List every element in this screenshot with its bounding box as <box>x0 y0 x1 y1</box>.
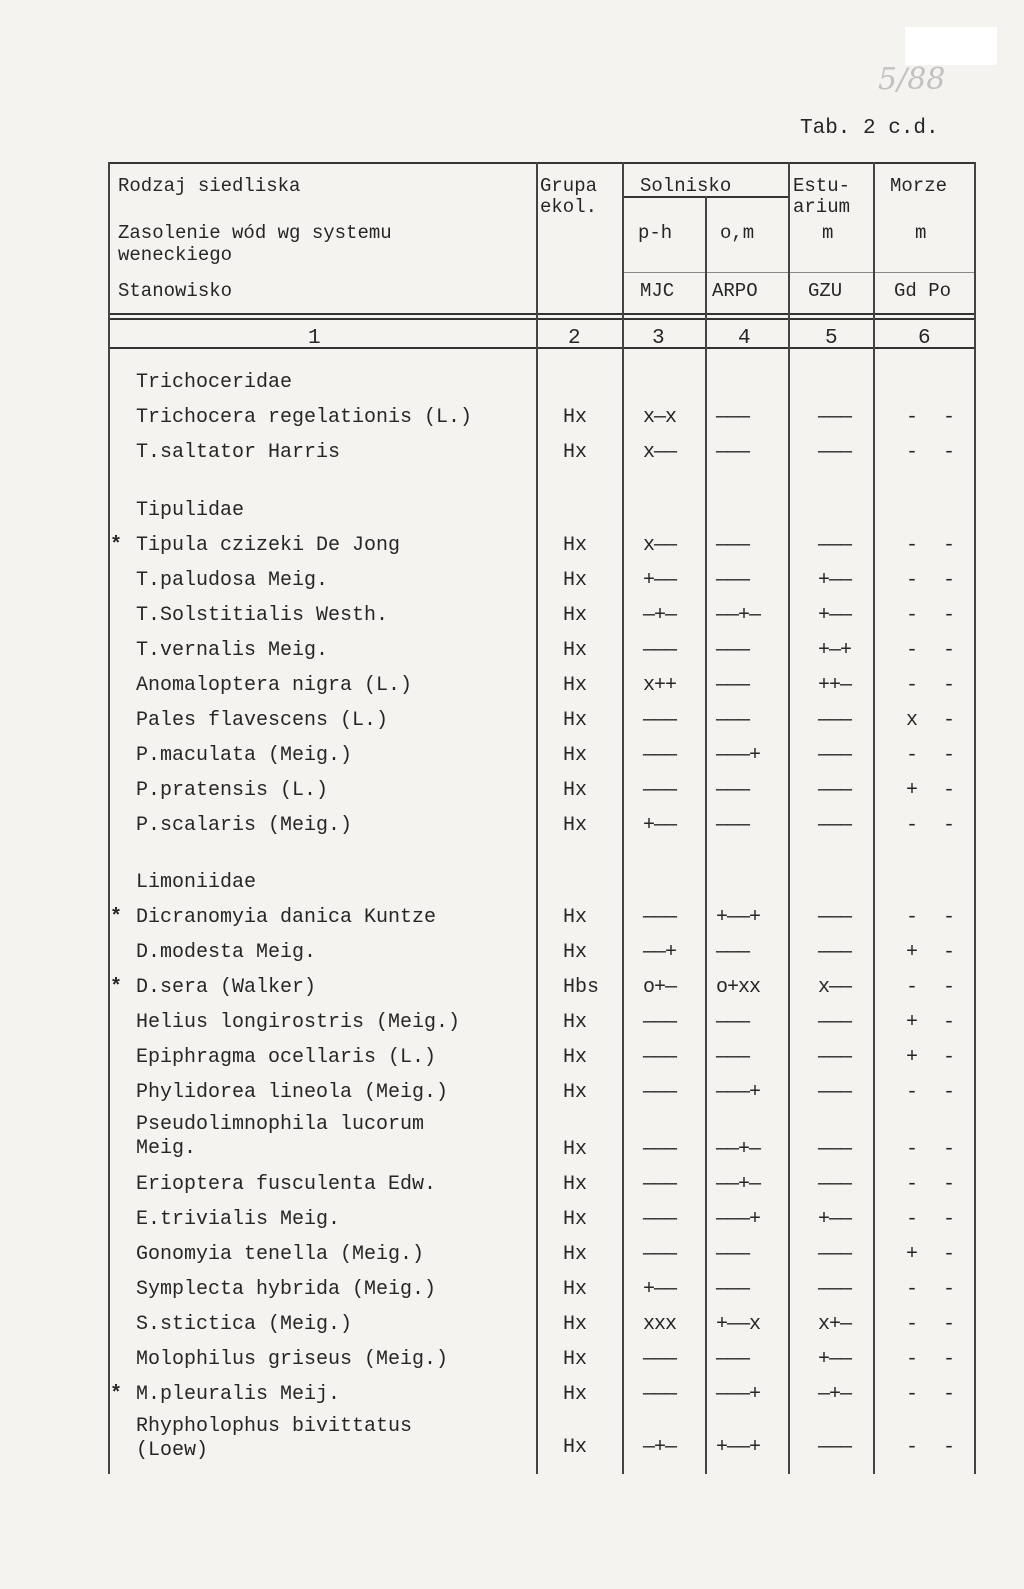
morze-gd-value: + <box>906 779 919 802</box>
estuarium-value: —+— <box>818 1383 852 1406</box>
table-row <box>0 1238 1024 1273</box>
solnisko-om-value: ——— <box>716 709 750 732</box>
redaction-box <box>905 27 997 65</box>
morze-po-value: - <box>943 1138 956 1161</box>
table-row <box>0 599 1024 634</box>
estuarium-value: ——— <box>818 1081 852 1104</box>
header-morze-m: m <box>915 222 927 244</box>
solnisko-ph-value: ——— <box>643 1208 677 1231</box>
solnisko-ph-value: ——— <box>643 1046 677 1069</box>
species-name: Molophilus griseus (Meig.) <box>136 1348 449 1371</box>
table-row <box>0 971 1024 1006</box>
morze-po-value: - <box>943 941 956 964</box>
novelty-mark: * <box>110 906 123 929</box>
solnisko-om-value: +——+ <box>716 1436 761 1459</box>
solnisko-om-value: ——— <box>716 569 750 592</box>
estuarium-value: ——— <box>818 1278 852 1301</box>
column-number-5: 5 <box>825 327 838 350</box>
morze-gd-value: + <box>906 1011 919 1034</box>
morze-po-value: - <box>943 1383 956 1406</box>
species-name: Epiphragma ocellaris (L.) <box>136 1046 437 1069</box>
solnisko-ph-value: ——— <box>643 906 677 929</box>
solnisko-om-value: ——— <box>716 814 750 837</box>
species-name: Pseudolimnophila lucorum <box>136 1113 425 1136</box>
morze-po-value: - <box>943 709 956 732</box>
eco-group: Hx <box>563 814 588 837</box>
column-number-1: 1 <box>308 327 321 350</box>
solnisko-om-value: ———+ <box>716 1383 761 1406</box>
solnisko-om-value: ——— <box>716 1011 750 1034</box>
estuarium-value: ——— <box>818 1436 852 1459</box>
header-solnisko-ph: p-h <box>638 222 673 244</box>
table-row <box>0 1308 1024 1343</box>
solnisko-om-value: ——+— <box>716 604 761 627</box>
species-name: Trichocera regelationis (L.) <box>136 406 473 429</box>
table-row <box>0 1343 1024 1378</box>
solnisko-ph-value: +—— <box>643 569 677 592</box>
table-row <box>0 704 1024 739</box>
species-name: Pales flavescens (L.) <box>136 709 389 732</box>
solnisko-ph-value: —+— <box>643 1436 677 1459</box>
solnisko-ph-value: x—— <box>643 441 677 464</box>
solnisko-ph-value: ——— <box>643 1081 677 1104</box>
header-estuarium-2: arium <box>793 196 851 218</box>
header-salinity: Zasolenie wód wg systemu <box>118 222 392 244</box>
column-number-4: 4 <box>738 327 751 350</box>
novelty-mark: * <box>110 534 123 557</box>
eco-group: Hx <box>563 534 588 557</box>
morze-gd-value: - <box>906 814 919 837</box>
table-row <box>0 1378 1024 1413</box>
solnisko-om-value: ——— <box>716 534 750 557</box>
species-name-cont: Meig. <box>136 1137 197 1160</box>
column-number-2: 2 <box>568 327 581 350</box>
morze-gd-value: - <box>906 1383 919 1406</box>
table-row <box>0 401 1024 436</box>
morze-gd-value: - <box>906 534 919 557</box>
solnisko-om-value: ——— <box>716 779 750 802</box>
table-row <box>0 1111 1024 1165</box>
table-row <box>0 1413 1024 1467</box>
morze-gd-value: + <box>906 941 919 964</box>
solnisko-ph-value: xxx <box>643 1313 677 1336</box>
novelty-mark: * <box>110 976 123 999</box>
solnisko-om-value: ——— <box>716 1278 750 1301</box>
table-row <box>0 1076 1024 1111</box>
species-name: T.saltator Harris <box>136 441 341 464</box>
morze-po-value: - <box>943 1278 956 1301</box>
family-heading: Tipulidae <box>136 499 245 522</box>
table-row <box>0 1203 1024 1238</box>
estuarium-value: ——— <box>818 1011 852 1034</box>
station-divider <box>622 272 976 273</box>
species-name: Rhypholophus bivittatus <box>136 1415 413 1438</box>
solnisko-ph-value: ——— <box>643 779 677 802</box>
morze-po-value: - <box>943 1208 956 1231</box>
morze-po-value: - <box>943 1313 956 1336</box>
eco-group: Hx <box>563 1348 588 1371</box>
header-rule-2 <box>108 318 976 320</box>
estuarium-value: +—— <box>818 1348 852 1371</box>
solnisko-ph-value: ——+ <box>643 941 677 964</box>
morze-gd-value: - <box>906 744 919 767</box>
table-row <box>0 634 1024 669</box>
morze-po-value: - <box>943 1243 956 1266</box>
estuarium-value: ——— <box>818 1046 852 1069</box>
morze-gd-value: + <box>906 1243 919 1266</box>
estuarium-value: ——— <box>818 1173 852 1196</box>
table-top-rule <box>108 162 976 164</box>
estuarium-value: ——— <box>818 1138 852 1161</box>
eco-group: Hx <box>563 1081 588 1104</box>
morze-gd-value: - <box>906 1208 919 1231</box>
estuarium-value: +—— <box>818 569 852 592</box>
morze-po-value: - <box>943 1348 956 1371</box>
header-eco-group-2: ekol. <box>540 196 598 218</box>
solnisko-om-value: ——+— <box>716 1138 761 1161</box>
table-row <box>0 936 1024 971</box>
morze-gd-value: - <box>906 906 919 929</box>
estuarium-value: ——— <box>818 1243 852 1266</box>
eco-group: Hx <box>563 941 588 964</box>
solnisko-om-value: ——— <box>716 1348 750 1371</box>
species-name: Anomaloptera nigra (L.) <box>136 674 413 697</box>
table-row <box>0 809 1024 844</box>
estuarium-value: ——— <box>818 534 852 557</box>
header-solnisko: Solnisko <box>640 175 732 197</box>
species-name: T.Solstitialis Westh. <box>136 604 389 627</box>
species-name: M.pleuralis Meij. <box>136 1383 341 1406</box>
eco-group: Hx <box>563 1173 588 1196</box>
header-estuarium: Estu- <box>793 175 851 197</box>
estuarium-value: ——— <box>818 441 852 464</box>
morze-po-value: - <box>943 779 956 802</box>
species-name-cont: (Loew) <box>136 1439 209 1462</box>
estuarium-value: x—— <box>818 976 852 999</box>
column-number-3: 3 <box>652 327 665 350</box>
morze-gd-value: - <box>906 441 919 464</box>
solnisko-ph-value: ——— <box>643 1348 677 1371</box>
morze-gd-value: - <box>906 1436 919 1459</box>
morze-po-value: - <box>943 569 956 592</box>
estuarium-value: ——— <box>818 406 852 429</box>
solnisko-ph-value: x—x <box>643 406 677 429</box>
header-salinity-2: weneckiego <box>118 244 233 266</box>
eco-group: Hx <box>563 1138 588 1161</box>
solnisko-ph-value: +—— <box>643 1278 677 1301</box>
morze-gd-value: - <box>906 604 919 627</box>
eco-group: Hx <box>563 1278 588 1301</box>
header-solnisko-om: o,m <box>720 222 755 244</box>
eco-group: Hx <box>563 709 588 732</box>
header-habitat-type: Rodzaj siedliska <box>118 175 301 197</box>
station-mjc: MJC <box>640 280 675 302</box>
morze-po-value: - <box>943 744 956 767</box>
solnisko-ph-value: x++ <box>643 674 677 697</box>
morze-gd-value: - <box>906 674 919 697</box>
estuarium-value: x+— <box>818 1313 852 1336</box>
species-name: T.vernalis Meig. <box>136 639 329 662</box>
station-arpo: ARPO <box>712 280 758 302</box>
solnisko-om-value: ——— <box>716 674 750 697</box>
estuarium-value: ——— <box>818 814 852 837</box>
station-gdpo: Gd Po <box>894 280 952 302</box>
morze-gd-value: + <box>906 1046 919 1069</box>
estuarium-value: +—— <box>818 1208 852 1231</box>
estuarium-value: +—+ <box>818 639 852 662</box>
solnisko-om-value: ———+ <box>716 744 761 767</box>
species-name: S.stictica (Meig.) <box>136 1313 353 1336</box>
solnisko-ph-value: —+— <box>643 604 677 627</box>
eco-group: Hx <box>563 569 588 592</box>
solnisko-ph-value: ——— <box>643 1011 677 1034</box>
solnisko-ph-value: ——— <box>643 744 677 767</box>
table-row <box>0 739 1024 774</box>
morze-po-value: - <box>943 604 956 627</box>
morze-gd-value: x <box>906 709 919 732</box>
family-heading: Limoniidae <box>136 871 257 894</box>
morze-gd-value: - <box>906 1081 919 1104</box>
header-rule-1 <box>108 313 976 315</box>
morze-po-value: - <box>943 639 956 662</box>
species-name: T.paludosa Meig. <box>136 569 329 592</box>
estuarium-value: ++— <box>818 674 852 697</box>
morze-po-value: - <box>943 674 956 697</box>
species-name: E.trivialis Meig. <box>136 1208 341 1231</box>
header-estuarium-m: m <box>822 222 834 244</box>
family-heading: Trichoceridae <box>136 371 293 394</box>
morze-gd-value: - <box>906 976 919 999</box>
morze-gd-value: - <box>906 569 919 592</box>
eco-group: Hx <box>563 1243 588 1266</box>
eco-group: Hx <box>563 639 588 662</box>
morze-po-value: - <box>943 1173 956 1196</box>
table-row <box>0 774 1024 809</box>
species-name: Tipula czizeki De Jong <box>136 534 401 557</box>
solnisko-ph-value: ——— <box>643 1138 677 1161</box>
solnisko-om-value: ——— <box>716 639 750 662</box>
eco-group: Hbs <box>563 976 600 999</box>
table-row <box>0 564 1024 599</box>
eco-group: Hx <box>563 406 588 429</box>
solnisko-ph-value: +—— <box>643 814 677 837</box>
estuarium-value: ——— <box>818 941 852 964</box>
species-name: Symplecta hybrida (Meig.) <box>136 1278 437 1301</box>
eco-group: Hx <box>563 1208 588 1231</box>
species-name: P.scalaris (Meig.) <box>136 814 353 837</box>
morze-gd-value: - <box>906 1313 919 1336</box>
estuarium-value: ——— <box>818 779 852 802</box>
solnisko-om-value: ——— <box>716 406 750 429</box>
solnisko-om-value: ———+ <box>716 1208 761 1231</box>
table-row <box>0 1041 1024 1076</box>
column-number-6: 6 <box>918 327 931 350</box>
morze-gd-value: - <box>906 406 919 429</box>
morze-po-value: - <box>943 814 956 837</box>
eco-group: Hx <box>563 744 588 767</box>
station-gzu: GZU <box>808 280 843 302</box>
table-row <box>0 436 1024 471</box>
morze-po-value: - <box>943 1081 956 1104</box>
solnisko-om-value: ——+— <box>716 1173 761 1196</box>
estuarium-value: ——— <box>818 709 852 732</box>
estuarium-value: +—— <box>818 604 852 627</box>
table-reference: Tab. 2 c.d. <box>800 117 939 140</box>
solnisko-om-value: ——— <box>716 1243 750 1266</box>
morze-gd-value: - <box>906 1138 919 1161</box>
table-row <box>0 1168 1024 1203</box>
table-row <box>0 1273 1024 1308</box>
morze-gd-value: - <box>906 1348 919 1371</box>
species-name: Gonomyia tenella (Meig.) <box>136 1243 425 1266</box>
species-name: Erioptera fusculenta Edw. <box>136 1173 437 1196</box>
species-name: D.sera (Walker) <box>136 976 317 999</box>
species-name: Helius longirostris (Meig.) <box>136 1011 461 1034</box>
morze-po-value: - <box>943 976 956 999</box>
estuarium-value: ——— <box>818 744 852 767</box>
species-name: D.modesta Meig. <box>136 941 317 964</box>
solnisko-om-value: +——x <box>716 1313 761 1336</box>
morze-gd-value: - <box>906 1173 919 1196</box>
eco-group: Hx <box>563 1383 588 1406</box>
solnisko-ph-value: ——— <box>643 1383 677 1406</box>
header-station: Stanowisko <box>118 280 233 302</box>
eco-group: Hx <box>563 1046 588 1069</box>
header-morze: Morze <box>890 175 948 197</box>
solnisko-om-value: o+xx <box>716 976 761 999</box>
solnisko-ph-value: x—— <box>643 534 677 557</box>
table-row <box>0 901 1024 936</box>
eco-group: Hx <box>563 1011 588 1034</box>
eco-group: Hx <box>563 1313 588 1336</box>
table-row <box>0 529 1024 564</box>
morze-po-value: - <box>943 1011 956 1034</box>
species-name: Dicranomyia danica Kuntze <box>136 906 437 929</box>
solnisko-ph-value: ——— <box>643 709 677 732</box>
solnisko-om-value: ——— <box>716 441 750 464</box>
eco-group: Hx <box>563 674 588 697</box>
estuarium-value: ——— <box>818 906 852 929</box>
morze-po-value: - <box>943 1046 956 1069</box>
eco-group: Hx <box>563 779 588 802</box>
solnisko-om-value: ——— <box>716 1046 750 1069</box>
solnisko-ph-value: ——— <box>643 639 677 662</box>
morze-po-value: - <box>943 534 956 557</box>
eco-group: Hx <box>563 604 588 627</box>
solnisko-om-value: ———+ <box>716 1081 761 1104</box>
morze-gd-value: - <box>906 639 919 662</box>
morze-po-value: - <box>943 406 956 429</box>
species-name: Phylidorea lineola (Meig.) <box>136 1081 449 1104</box>
number-row-rule <box>108 347 976 349</box>
novelty-mark: * <box>110 1383 123 1406</box>
solnisko-ph-value: o+— <box>643 976 677 999</box>
species-name: P.pratensis (L.) <box>136 779 329 802</box>
morze-po-value: - <box>943 1436 956 1459</box>
solnisko-ph-value: ——— <box>643 1173 677 1196</box>
morze-po-value: - <box>943 441 956 464</box>
morze-po-value: - <box>943 906 956 929</box>
eco-group: Hx <box>563 441 588 464</box>
morze-gd-value: - <box>906 1278 919 1301</box>
solnisko-om-value: ——— <box>716 941 750 964</box>
solnisko-om-value: +——+ <box>716 906 761 929</box>
eco-group: Hx <box>563 906 588 929</box>
solnisko-ph-value: ——— <box>643 1243 677 1266</box>
table-row <box>0 669 1024 704</box>
table-row <box>0 1006 1024 1041</box>
handwritten-page-number: 5/88 <box>878 62 946 97</box>
eco-group: Hx <box>563 1436 588 1459</box>
species-name: P.maculata (Meig.) <box>136 744 353 767</box>
header-eco-group: Grupa <box>540 175 598 197</box>
